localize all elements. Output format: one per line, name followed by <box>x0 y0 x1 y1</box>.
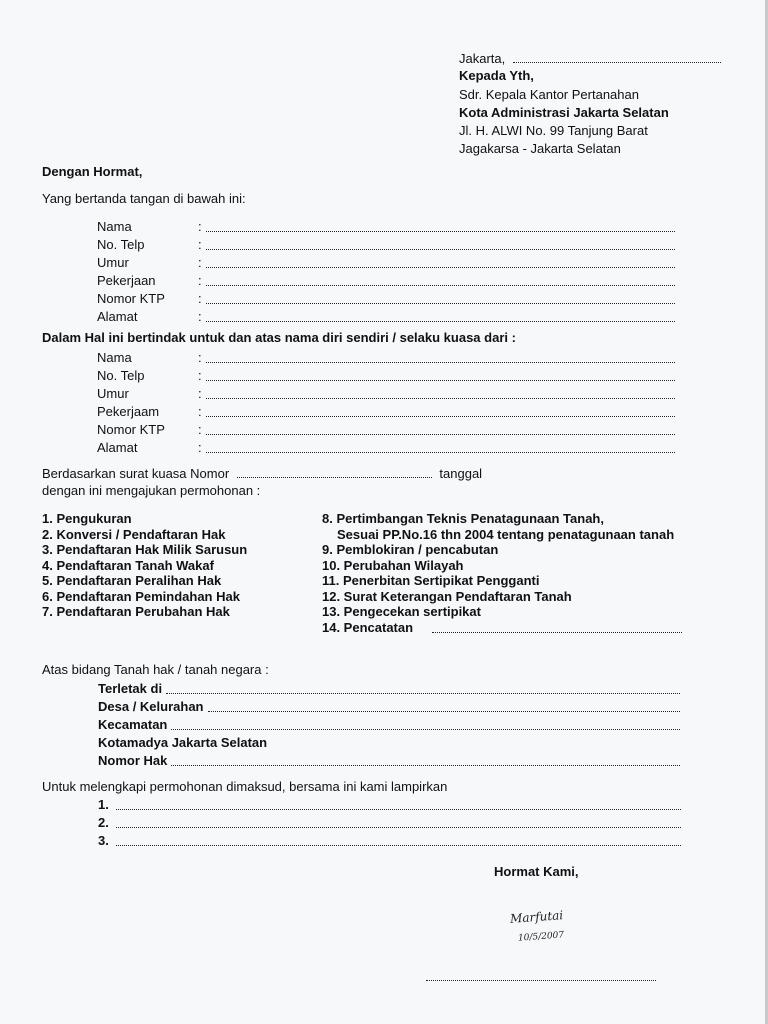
field-colon: : <box>198 440 202 455</box>
field-label: Nama <box>97 350 132 365</box>
land-field-label: Kecamatan <box>98 717 168 732</box>
recipient-line1: Sdr. Kepala Kantor Pertanahan <box>459 87 639 102</box>
land-field-blank[interactable] <box>208 699 680 712</box>
signature-name: Marfutai <box>509 908 564 926</box>
attachments-heading: Untuk melengkapi permohonan dimaksud, bersama ini kami lampirkan <box>42 779 448 794</box>
poa-line2: dengan ini mengajukan permohonan : <box>42 483 261 498</box>
request-option: Sesuai PP.No.16 thn 2004 tentang penatagunaan tanah <box>337 526 675 542</box>
field-blank[interactable] <box>206 309 675 322</box>
field-blank[interactable] <box>206 255 675 268</box>
field-blank[interactable] <box>206 273 675 286</box>
attachment-number: 1. <box>98 797 109 812</box>
field-blank[interactable] <box>206 368 675 381</box>
land-field-row <box>98 681 162 697</box>
request-option: 7. Pendaftaran Perubahan Hak <box>42 604 230 619</box>
request-option: 2. Konversi / Pendaftaran Hak <box>42 526 226 542</box>
date-label: Jakarta, <box>459 51 506 66</box>
request-option: 5. Pendaftaran Peralihan Hak <box>42 573 222 588</box>
field-colon: : <box>198 404 202 419</box>
attachment-number: 3. <box>98 833 109 848</box>
recipient-line3: Jl. H. ALWI No. 99 Tanjung Barat <box>459 123 648 138</box>
field-blank[interactable] <box>206 291 675 304</box>
field-blank[interactable] <box>206 422 675 435</box>
poa-prefix: Berdasarkan surat kuasa Nomor <box>42 466 230 481</box>
field-blank[interactable] <box>206 386 675 399</box>
attachment-item <box>98 797 109 813</box>
request-option: 4. Pendaftaran Tanah Wakaf <box>42 557 214 573</box>
applicant-row <box>97 219 675 235</box>
land-field-label: Kotamadya Jakarta Selatan <box>98 735 268 750</box>
land-field-blank[interactable] <box>171 717 680 730</box>
applicant-row <box>97 309 675 325</box>
attachment-number: 2. <box>98 815 109 830</box>
closing-text: Hormat Kami, <box>494 864 579 879</box>
field-colon: : <box>198 291 202 306</box>
request-option: 11. Penerbitan Sertipikat Pengganti <box>322 573 540 588</box>
attachment-blank[interactable] <box>116 833 681 846</box>
field-label: Pekerjaan <box>97 273 156 288</box>
land-field-label: Nomor Hak <box>98 753 168 768</box>
land-heading: Atas bidang Tanah hak / tanah negara : <box>42 662 269 677</box>
applicant-row <box>97 237 675 253</box>
field-colon: : <box>198 237 202 252</box>
field-label: Alamat <box>97 309 138 324</box>
land-field-row <box>98 753 167 769</box>
represented-row <box>97 368 675 384</box>
recipient-line2: Kota Administrasi Jakarta Selatan <box>459 105 669 120</box>
field-blank[interactable] <box>206 219 675 232</box>
poa-number-blank[interactable] <box>237 465 432 478</box>
signature-blank[interactable] <box>426 968 656 981</box>
field-colon: : <box>198 273 202 288</box>
field-colon: : <box>198 350 202 365</box>
capacity-text: Dalam Hal ini bertindak untuk dan atas nama diri sendiri / selaku kuasa dari : <box>42 330 516 345</box>
field-label: Umur <box>97 386 129 401</box>
request-option: 12. Surat Keterangan Pendaftaran Tanah <box>322 588 572 604</box>
request-option: 1. Pengukuran <box>42 511 132 526</box>
field-colon: : <box>198 386 202 401</box>
poa-suffix: tanggal <box>439 466 483 481</box>
represented-row <box>97 404 675 420</box>
field-label: Nomor KTP <box>97 422 165 437</box>
intro-text: Yang bertanda tangan di bawah ini: <box>42 191 246 206</box>
request-option: 9. Pemblokiran / pencabutan <box>322 542 499 557</box>
field-colon: : <box>198 309 202 324</box>
field-label: Nama <box>97 219 132 234</box>
attachment-blank[interactable] <box>116 815 681 828</box>
attachment-item <box>98 833 109 849</box>
field-colon: : <box>198 255 202 270</box>
field-colon: : <box>198 368 202 383</box>
field-label: Pekerjaam <box>97 404 160 419</box>
field-label: No. Telp <box>97 237 145 252</box>
date-blank[interactable] <box>513 50 721 63</box>
request-option: 6. Pendaftaran Pemindahan Hak <box>42 588 240 604</box>
attachment-blank[interactable] <box>116 797 681 810</box>
field-label: Nomor KTP <box>97 291 165 306</box>
land-field-row <box>98 735 267 751</box>
pencatatan-blank[interactable] <box>432 620 682 633</box>
applicant-row <box>97 255 675 271</box>
field-blank[interactable] <box>206 440 675 453</box>
land-field-blank[interactable] <box>171 753 680 766</box>
represented-row <box>97 350 675 366</box>
field-blank[interactable] <box>206 237 675 250</box>
date-line <box>459 50 721 67</box>
land-field-label: Terletak di <box>98 681 163 696</box>
field-blank[interactable] <box>206 404 675 417</box>
request-option: 10. Perubahan Wilayah <box>322 557 464 573</box>
represented-row <box>97 386 675 402</box>
field-label: Umur <box>97 255 129 270</box>
land-field-label: Desa / Kelurahan <box>98 699 204 714</box>
request-option: 8. Pertimbangan Teknis Penatagunaan Tanah, <box>322 511 604 526</box>
field-label: Alamat <box>97 440 138 455</box>
represented-row <box>97 440 675 456</box>
greeting: Dengan Hormat, <box>42 164 143 179</box>
land-field-blank[interactable] <box>166 681 680 694</box>
signature-date: 10/5/2007 <box>517 930 565 944</box>
applicant-row <box>97 273 675 289</box>
field-blank[interactable] <box>206 350 675 363</box>
land-field-row <box>98 717 167 733</box>
land-field-row <box>98 699 204 715</box>
request-option: 3. Pendaftaran Hak Milik Sarusun <box>42 542 248 557</box>
attachment-item <box>98 815 109 831</box>
request-option: 13. Pengecekan sertipikat <box>322 604 481 619</box>
recipient-line4: Jagakarsa - Jakarta Selatan <box>459 141 621 156</box>
applicant-row <box>97 291 675 307</box>
field-label: No. Telp <box>97 368 145 383</box>
represented-row <box>97 422 675 438</box>
field-colon: : <box>198 219 202 234</box>
request-option: 14. Pencatatan <box>322 619 414 635</box>
recipient-kepada: Kepada Yth, <box>459 68 534 83</box>
field-colon: : <box>198 422 202 437</box>
power-of-attorney-line <box>42 465 482 482</box>
